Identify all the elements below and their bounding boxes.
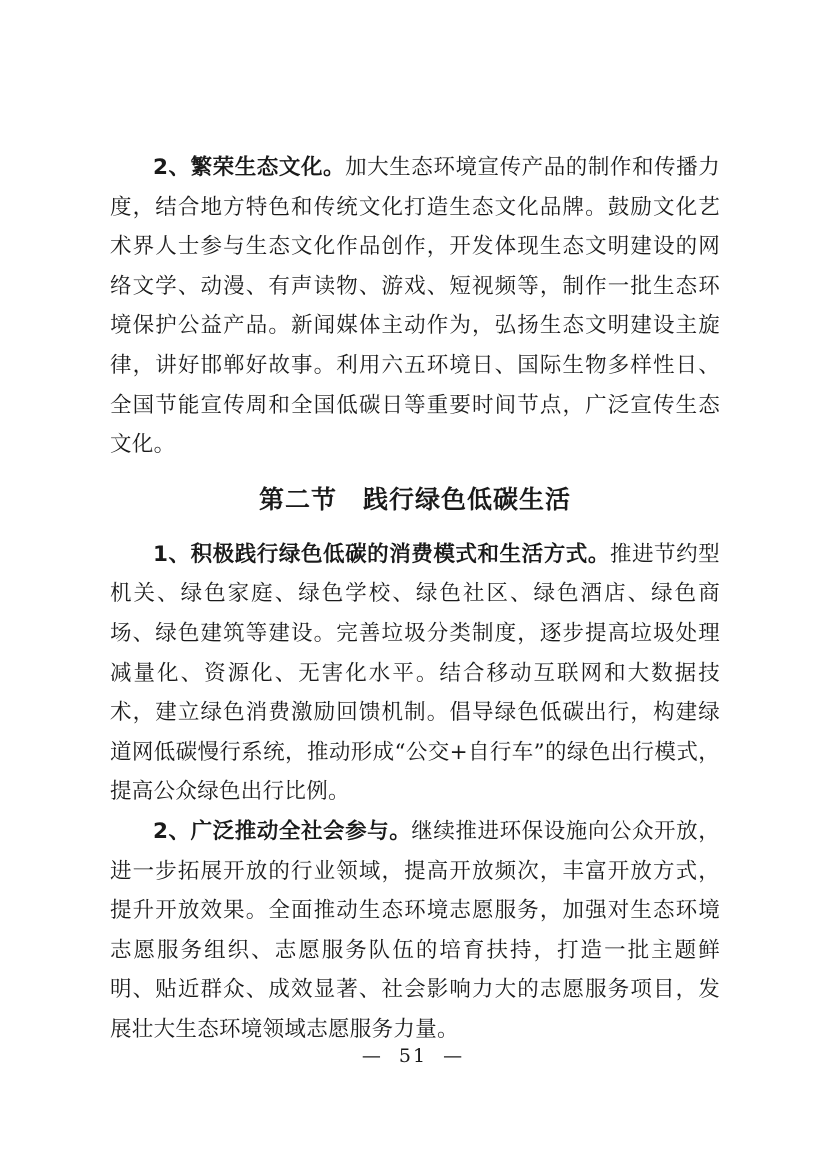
- page-footer: [0, 1044, 826, 1068]
- paragraph-public-participation: [110, 812, 720, 1050]
- paragraph-lead: 1、积极践行绿色低碳的消费模式和生活方式。: [153, 541, 610, 567]
- page-number: 51: [398, 1045, 428, 1067]
- paragraph-promote-eco-culture: [110, 148, 720, 465]
- paragraph-body: 继续推进环保设施向公众开放，进一步拓展开放的行业领域，提高开放频次，丰富开放方式，提升开放效果。全面推动生态环境志愿服务，加强对生态环境志愿服务组织、志愿服务队伍的培育扶持，打造一批主题鲜明、贴近群众、成效显著、社会影响力大的志愿服务项目，发展壮大生态环境领域志愿服务力量。: [110, 818, 721, 1042]
- paragraph-lead: 2、广泛推动全社会参与。: [153, 818, 412, 844]
- page-content: [110, 148, 720, 1049]
- footer-dash-left: —: [361, 1045, 383, 1067]
- paragraph-body: 推进节约型机关、绿色家庭、绿色学校、绿色社区、绿色酒店、绿色商场、绿色建筑等建设。完善垃圾分类制度，逐步提高垃圾处理减量化、资源化、无害化水平。结合移动互联网和大数据技术，建立绿色消费激励回馈机制。倡导绿色低碳出行，构建绿道网低碳慢行系统，推动形成“公交+自行车”的绿色出行模式，提高公众绿色出行比例。: [110, 541, 720, 805]
- paragraph-green-consumption: [110, 535, 720, 812]
- paragraph-body: 加大生态环境宣传产品的制作和传播力度，结合地方特色和传统文化打造生态文化品牌。鼓励文化艺术界人士参与生态文化作品创作，开发体现生态文明建设的网络文学、动漫、有声读物、游戏、短视频等，制作一批生态环境保护公益产品。新闻媒体主动作为，弘扬生态文明建设主旋律，讲好邯郸好故事。利用六五环境日、国际生物多样性日、全国节能宣传周和全国低碳日等重要时间节点，广泛宣传生态文化。: [110, 155, 720, 458]
- section-heading: 第二节 践行绿色低碳生活: [258, 484, 571, 514]
- paragraph-lead: 2、繁荣生态文化。: [153, 155, 346, 180]
- footer-dash-right: —: [443, 1045, 465, 1067]
